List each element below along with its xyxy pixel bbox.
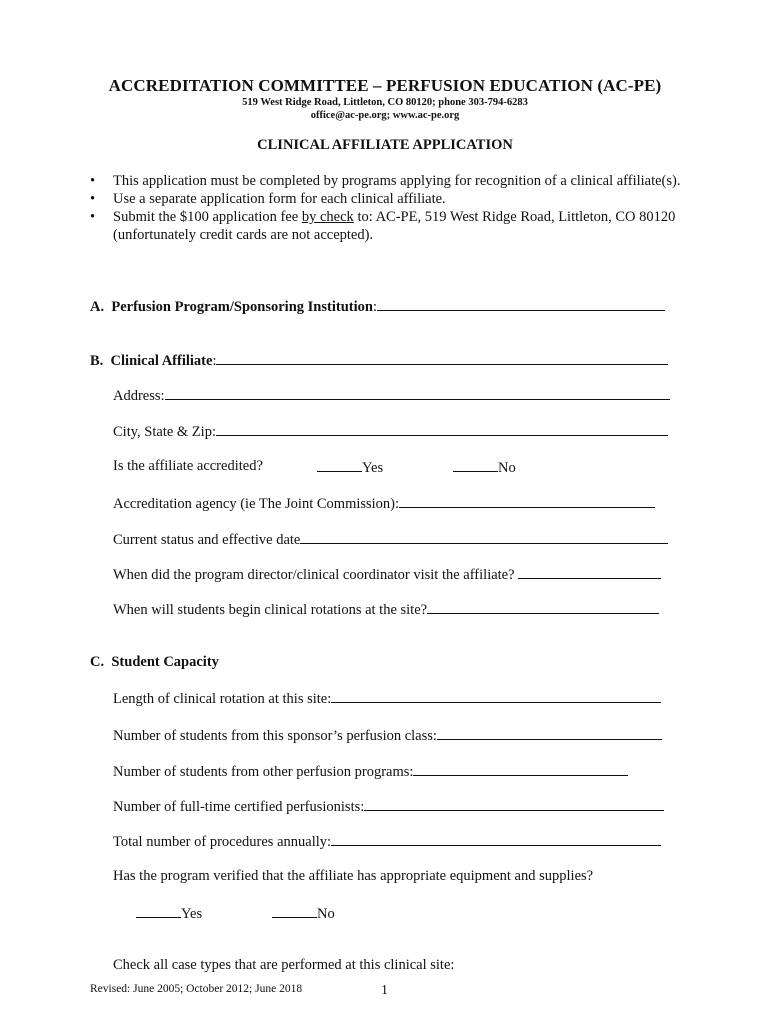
case-types-row bbox=[113, 957, 454, 974]
rotations-label: When will students begin clinical rotations at the site? bbox=[113, 602, 428, 618]
status-label: Current status and effective date bbox=[113, 532, 301, 548]
address-row bbox=[113, 386, 670, 405]
accredited-row bbox=[113, 458, 263, 475]
sponsoring-institution-field[interactable] bbox=[377, 297, 665, 311]
visit-row bbox=[113, 565, 661, 584]
sponsor-students-row bbox=[113, 726, 662, 745]
accredited-no-field[interactable] bbox=[453, 458, 498, 472]
section-a-label: Perfusion Program/Sponsoring Institution bbox=[111, 299, 373, 315]
section-c-label: Student Capacity bbox=[111, 654, 219, 670]
by-check-text: by check bbox=[301, 209, 354, 225]
accredited-yes: Yes bbox=[317, 458, 383, 477]
instruction-item: • Submit the $100 application fee by check to: AC-PE, 519 West Ridge Road, Littleton, CO 80120 (unfortunately credit cards are not accepted). bbox=[90, 209, 676, 243]
perfusionists-row bbox=[113, 797, 664, 816]
visit-label: When did the program director/clinical coordinator visit the affiliate? bbox=[113, 567, 519, 583]
procedures-field[interactable] bbox=[331, 832, 661, 846]
status-row bbox=[113, 530, 668, 549]
accredited-question: Is the affiliate accredited? bbox=[113, 458, 263, 474]
agency-row bbox=[113, 494, 655, 513]
perfusionists-label: Number of full-time certified perfusionists: bbox=[113, 799, 365, 815]
bullet-icon: • bbox=[90, 191, 96, 207]
address-field[interactable] bbox=[165, 386, 670, 400]
equipment-row bbox=[113, 868, 593, 885]
agency-label: Accreditation agency (ie The Joint Commission): bbox=[113, 496, 400, 512]
revision-footer: Revised: June 2005; October 2012; June 2018 bbox=[90, 983, 303, 995]
city-state-zip-field[interactable] bbox=[216, 422, 668, 436]
equipment-no: No bbox=[272, 904, 335, 923]
section-b-label: Clinical Affiliate bbox=[110, 353, 213, 369]
clinical-affiliate-field[interactable] bbox=[216, 351, 668, 365]
other-students-row bbox=[113, 762, 628, 781]
sponsor-students-field[interactable] bbox=[437, 726, 662, 740]
sponsor-students-label: Number of students from this sponsor’s perfusion class: bbox=[113, 728, 437, 744]
section-a-row: A. Perfusion Program/Sponsoring Institution: bbox=[90, 297, 665, 316]
instruction-item: • This application must be completed by programs applying for recognition of a clinical affiliate(s). bbox=[90, 173, 681, 189]
page-title: ACCREDITATION COMMITTEE – PERFUSION EDUCATION (AC-PE) bbox=[108, 76, 662, 95]
equipment-no-field[interactable] bbox=[272, 904, 317, 918]
length-label: Length of clinical rotation at this site: bbox=[113, 691, 332, 707]
rotations-field[interactable] bbox=[427, 600, 659, 614]
instructions-list bbox=[90, 172, 690, 244]
section-c-letter: C. bbox=[90, 654, 105, 670]
bullet-icon: • bbox=[90, 173, 96, 189]
equipment-question: Has the program verified that the affiliate has appropriate equipment and supplies? bbox=[113, 868, 594, 884]
accredited-yes-field[interactable] bbox=[317, 458, 362, 472]
city-row bbox=[113, 422, 668, 441]
instruction-item: • Use a separate application form for each clinical affiliate. bbox=[90, 191, 446, 207]
equipment-yes-field[interactable] bbox=[136, 904, 181, 918]
header-contact: office@ac-pe.org; www.ac-pe.org bbox=[310, 110, 460, 121]
rotations-row bbox=[113, 600, 659, 619]
perfusionists-field[interactable] bbox=[364, 797, 664, 811]
equipment-yes: Yes bbox=[136, 904, 202, 923]
address-label: Address: bbox=[113, 388, 165, 404]
case-types-label: Check all case types that are performed at this clinical site: bbox=[113, 957, 455, 973]
header-address: 519 West Ridge Road, Littleton, CO 80120; phone 303-794-6283 bbox=[242, 97, 528, 108]
visit-field[interactable] bbox=[518, 565, 661, 579]
procedures-label: Total number of procedures annually: bbox=[113, 834, 332, 850]
section-c-row bbox=[90, 654, 219, 671]
section-b-letter: B. bbox=[90, 353, 104, 369]
status-field[interactable] bbox=[300, 530, 668, 544]
section-b-row: B. Clinical Affiliate: bbox=[90, 351, 668, 370]
section-a-letter: A. bbox=[90, 299, 105, 315]
other-students-field[interactable] bbox=[413, 762, 628, 776]
page-number: 1 bbox=[381, 983, 388, 998]
procedures-row bbox=[113, 832, 661, 851]
accredited-no: No bbox=[453, 458, 516, 477]
length-row bbox=[113, 689, 661, 708]
form-title: CLINICAL AFFILIATE APPLICATION bbox=[257, 137, 513, 153]
bullet-icon: • bbox=[90, 209, 96, 225]
other-students-label: Number of students from other perfusion programs: bbox=[113, 764, 414, 780]
city-label: City, State & Zip: bbox=[113, 424, 216, 440]
length-field[interactable] bbox=[331, 689, 661, 703]
agency-field[interactable] bbox=[399, 494, 655, 508]
